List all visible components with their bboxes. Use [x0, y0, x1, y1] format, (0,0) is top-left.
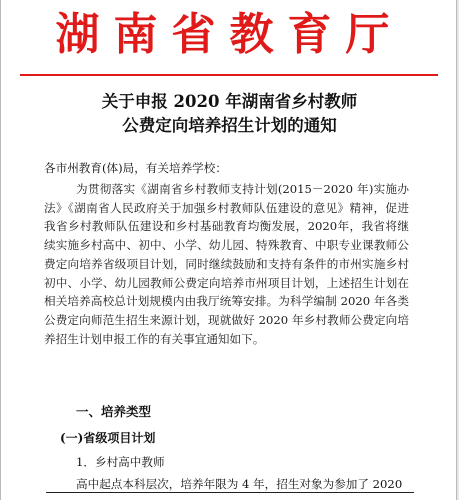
- masthead-rule: [20, 74, 438, 76]
- addressee: 各市州教育(体)局，有关培养学校：: [44, 161, 227, 175]
- body-paragraph: 为贯彻落实《湖南省乡村教师支持计划(2015－2020 年)实施办法》《湖南省人民政府关于加强乡村教师队伍建设的意见》精神，促进我省乡村教师队伍建设和乡村基础教育均衡发展，2020年，我省将继续实施乡村高中、初中、小学、幼儿园、特殊教育、中职专业课教师公费定向培养省级项目计划，同时继续鼓励和支持有条件的市州实施乡村初中、小学、幼儿园教师公费定向培养市州项目计划，上述招生计划在相关培养高校总计划规模内由我厅统筹安排。为科学编制 2020 年各类公费定向师范生招生来源计划，现就做好 2020 年乡村教师公费定向培养招生计划申报工作的有关事宜通知如下。: [44, 182, 409, 346]
- section-heading: 一、培养类型: [76, 404, 152, 419]
- subsection-heading: (一)省级项目计划: [60, 431, 156, 445]
- masthead-title: 湖南省教育厅: [55, 9, 404, 60]
- list-item-text: 高中起点本科层次，培养年限为 4 年，招生对象为参加了 2020: [76, 477, 403, 491]
- page-cut-line: [46, 492, 414, 493]
- document-title-line-2: 公费定向培养招生计划的通知: [122, 116, 337, 135]
- page-border-left: [0, 0, 1, 500]
- document-title-line-1: 关于申报 2020 年湖南省乡村教师: [101, 92, 358, 111]
- list-item-heading: 1．乡村高中教师: [76, 455, 165, 469]
